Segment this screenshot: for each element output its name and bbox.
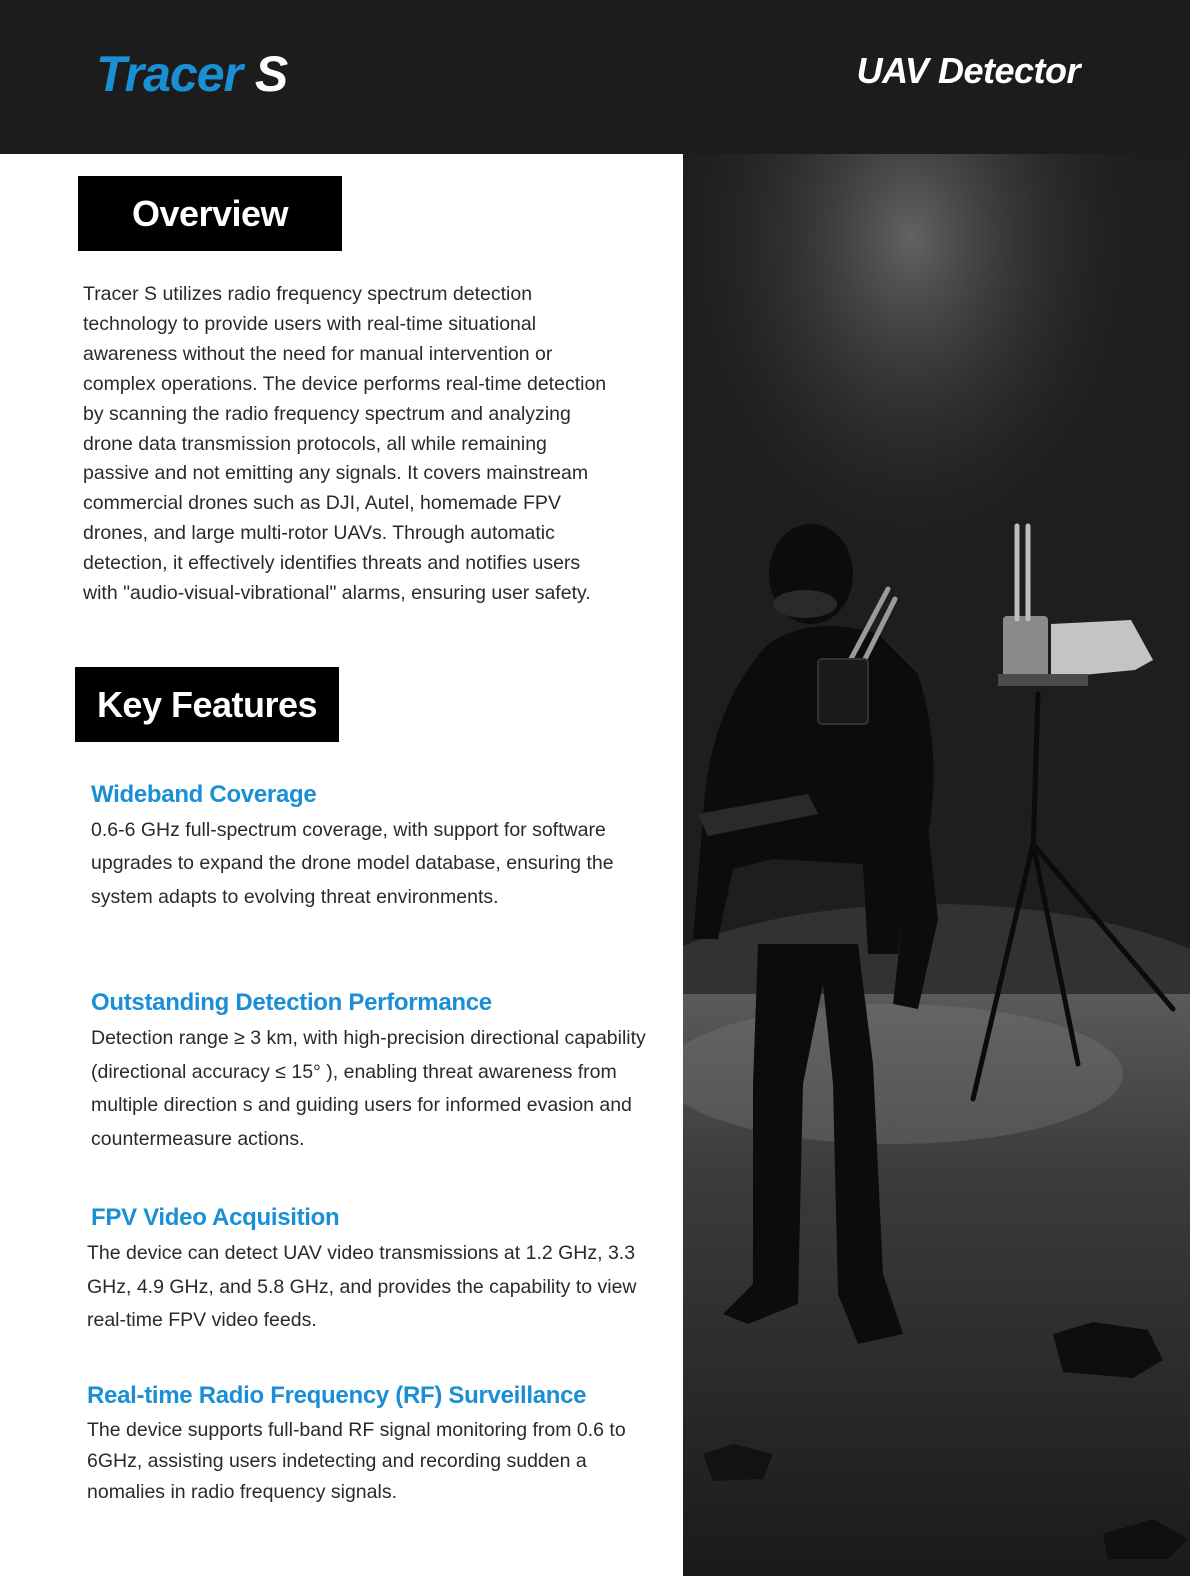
document-type: UAV Detector [856,50,1080,91]
key-features-heading: Key Features [75,667,339,742]
brand-name: Tracer [96,46,242,102]
feature-description: Detection range ≥ 3 km, with high-precision directional capability (directional accuracy ≤ 15° ), enabling threat awareness from multiple direction s and guiding users for informed evasion and countermeasure actions. [91,1027,646,1150]
feature-fpv-video [87,1203,661,1338]
overview-heading: Overview [78,176,342,251]
feature-title: Outstanding Detection Performance [91,989,492,1016]
feature-description: 0.6-6 GHz full-spectrum coverage, with support for software upgrades to expand the drone model database, ensuring the system adapts to evolving threat environments. [91,819,614,908]
feature-rf-surveillance [87,1381,667,1508]
brand-logo [96,44,287,104]
feature-wideband-coverage [91,780,671,914]
overview-paragraph: Tracer S utilizes radio frequency spectrum detection technology to provide users with real-time situational awareness without the need for manual intervention or complex operations. The device performs real-time detection by scanning the radio frequency spectrum and analyzing drone data transmission protocols, all while remaining passive and not emitting any signals. It covers mainstream commercial drones such as DJI, Autel, homemade FPV drones, and large multi-rotor UAVs. Through automatic detection, it effectively identifies threats and notifies users with "audio-visual-vibrational" alarms, ensuring user safety. [83,283,607,605]
page-header [0,0,1190,154]
product-photo [683,154,1190,1576]
feature-title: Wideband Coverage [91,781,317,808]
feature-description: The device can detect UAV video transmissions at 1.2 GHz, 3.3 GHz, 4.9 GHz, and 5.8 GHz, and provides the capability to view real-time FPV video feeds. [87,1242,637,1332]
feature-detection-performance [91,988,671,1156]
feature-description: The device supports full-band RF signal monitoring from 0.6 to 6GHz, assisting users indetecting and recording sudden a nomalies in radio frequency signals. [87,1419,626,1503]
brand-model: S [254,46,288,102]
operator-with-detector-illustration [683,154,1190,1576]
feature-title: FPV Video Acquisition [91,1204,340,1231]
feature-title: Real-time Radio Frequency (RF) Surveillance [87,1382,587,1409]
